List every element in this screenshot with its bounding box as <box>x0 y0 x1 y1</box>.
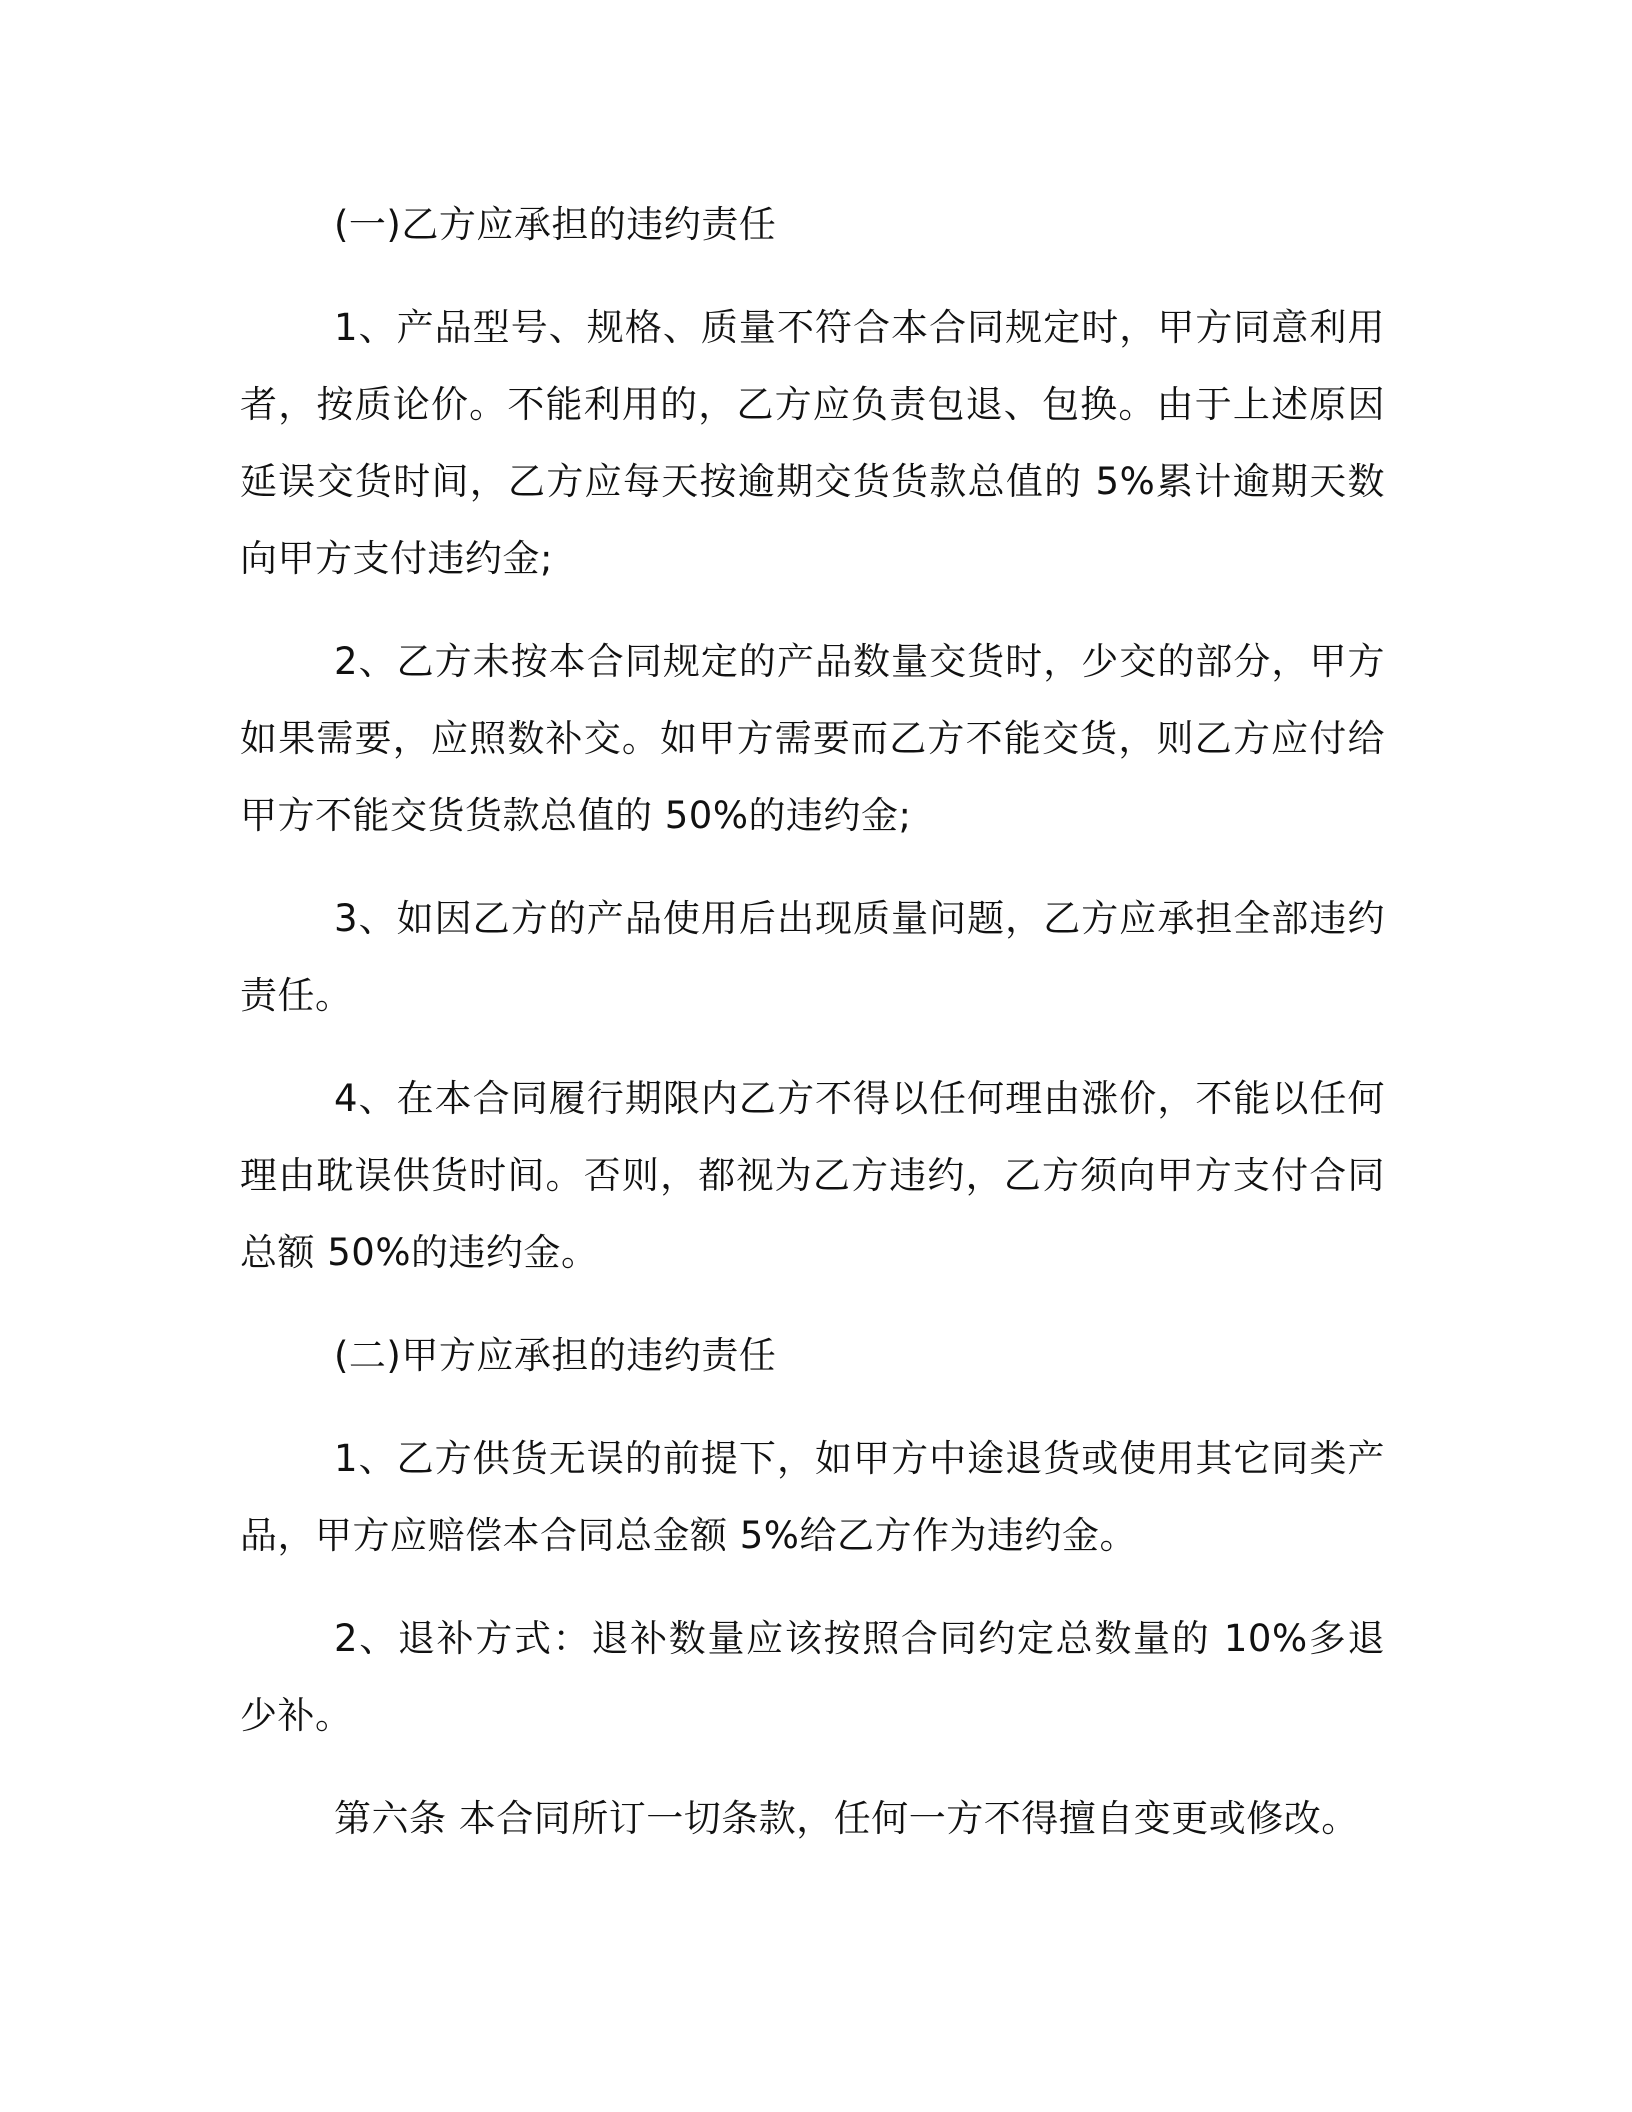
article-six-paragraph: 第六条 本合同所订一切条款，任何一方不得擅自变更或修改。 <box>334 1797 1359 1840</box>
clause-paragraph: 1、乙方供货无误的前提下，如甲方中途退货或使用其它同类产品，甲方应赔偿本合同总金额 5%给乙方作为违约金。 <box>240 1437 1385 1557</box>
clause-paragraph: 4、在本合同履行期限内乙方不得以任何理由涨价，不能以任何理由耽误供货时间。否则，都视为乙方违约，乙方须向甲方支付合同总额 50%的违约金。 <box>240 1077 1385 1274</box>
section-heading-party-b-liability: (一)乙方应承担的违约责任 <box>334 203 777 246</box>
clause-paragraph: 2、退补方式：退补数量应该按照合同约定总数量的 10%多退少补。 <box>240 1617 1385 1737</box>
clause-paragraph: 2、乙方未按本合同规定的产品数量交货时，少交的部分，甲方如果需要，应照数补交。如甲方需要而乙方不能交货，则乙方应付给甲方不能交货货款总值的 50%的违约金; <box>240 640 1385 837</box>
section-heading-party-a-liability: (二)甲方应承担的违约责任 <box>334 1334 777 1377</box>
clause-paragraph: 1、产品型号、规格、质量不符合本合同规定时，甲方同意利用者，按质论价。不能利用的，乙方应负责包退、包换。由于上述原因延误交货时间，乙方应每天按逾期交货货款总值的 5%累计逾期天数向甲方支付违约金; <box>240 306 1385 580</box>
clause-paragraph: 3、如因乙方的产品使用后出现质量问题，乙方应承担全部违约责任。 <box>240 897 1385 1017</box>
document-body <box>240 186 1385 1857</box>
